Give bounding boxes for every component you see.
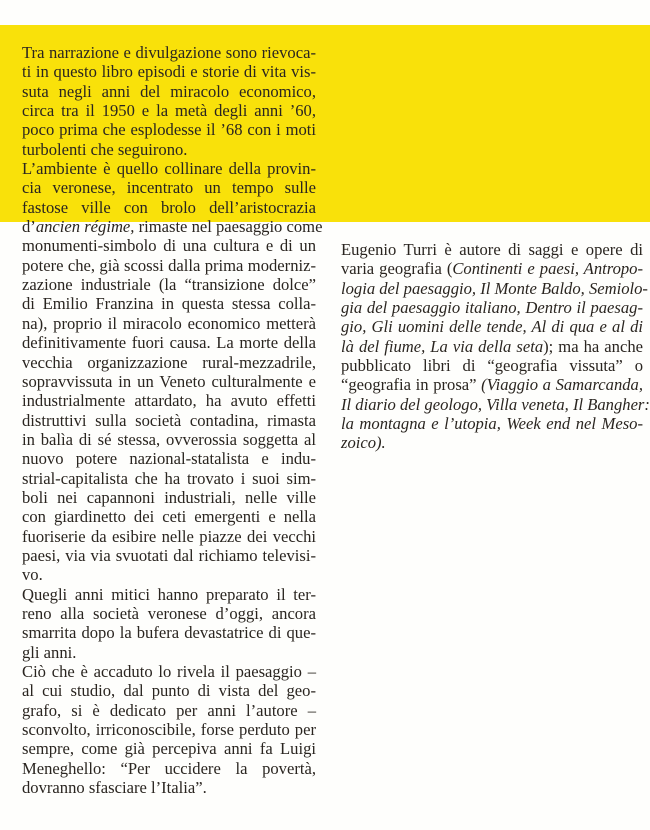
line-text: na), proprio il miracolo economico metterà (22, 313, 316, 333)
text-line (22, 140, 316, 159)
text-line (22, 585, 316, 604)
text-line (341, 278, 648, 298)
italic-title-text: gio, Gli uomini delle tende, Al di qua e al di (341, 317, 643, 337)
line-text: al cui studio, dal punto di vista del geo- (22, 681, 316, 701)
line-text: ); ma ha anche (543, 336, 643, 356)
line-text: d’ (22, 217, 36, 237)
text-line (22, 662, 316, 681)
line-text: pubblicato libri di “geografia vissuta” o (341, 356, 643, 376)
italic-title-text: la montagna e l’utopia, Week end nel Meso- (341, 414, 643, 434)
line-text: Tra narrazione e divulgazione sono rievoca- (22, 43, 316, 62)
text-line (22, 623, 316, 642)
text-line (22, 62, 316, 81)
text-line (341, 259, 643, 278)
text-line (22, 353, 316, 372)
line-text: sconvolto, irriconoscibile, forse perduto per (22, 720, 316, 740)
line-text: Meneghello: “Per uccidere la povertà, (22, 758, 316, 778)
synopsis-column (22, 43, 323, 798)
text-line (341, 356, 643, 375)
text-line (22, 198, 316, 217)
text-line (22, 565, 316, 584)
line-text: boli nei capannoni industriali, nelle ville (22, 487, 316, 507)
text-line (22, 411, 316, 430)
text-line (22, 527, 316, 546)
italic-title-text: logia del paesaggio, Il Monte Baldo, Semiolo- (341, 278, 648, 298)
line-text: sempre, come già percepiva anni fa Luigi (22, 739, 316, 759)
text-line (22, 314, 316, 333)
text-line (22, 159, 316, 178)
line-text: grafo, si è dedicato per anni l’autore – (22, 700, 316, 720)
text-line (22, 178, 316, 197)
line-text: potere che, già scossi dalla prima moderniz- (22, 255, 316, 275)
line-text: monumenti-simbolo di una cultura e di un (22, 236, 316, 256)
line-text: industrialmente attardato, ha avuto effetti (22, 391, 316, 411)
line-text: dovranno sfasciare l’Italia”. (22, 778, 207, 798)
text-line (22, 546, 316, 565)
line-text: reno alla società veronese d’oggi, ancora (22, 603, 316, 623)
text-line (341, 433, 643, 452)
line-text: fastose ville con brolo dell’aristocrazia (22, 197, 316, 217)
text-line (22, 43, 316, 62)
text-line (22, 643, 316, 662)
italic-title-text: Continenti e paesi, Antropo- (452, 259, 643, 279)
line-text: fuoriserie da esibire nelle piazze dei vecchi (22, 526, 316, 546)
text-line (22, 507, 316, 526)
text-line (22, 372, 316, 391)
line-text: sopravvissuta in un Veneto culturalmente e (22, 371, 316, 391)
text-line (22, 294, 316, 313)
text-line (22, 469, 316, 488)
line-text: “geografia in prosa” (341, 375, 482, 395)
line-text: distruttivi sulla società contadina, rimasta (22, 410, 316, 430)
line-text: poco prima che esplodesse il ’68 con i moti (22, 120, 316, 140)
text-line (22, 430, 316, 449)
text-line (22, 275, 316, 294)
text-line (22, 120, 316, 139)
text-line (22, 739, 316, 758)
italic-title-text: gia del paesaggio italiano, Dentro il paesag- (341, 298, 643, 318)
line-text: L’ambiente è quello collinare della provin- (22, 159, 316, 179)
text-line (22, 256, 316, 275)
text-line (22, 391, 316, 410)
italic-title-text: Il diario del geologo, Villa veneta, Il Bangher: (341, 394, 650, 414)
italic-title-text: là del fiume, La via della seta (341, 336, 544, 356)
line-text: turbolenti che seguirono. (22, 139, 188, 159)
line-text: circa tra il 1950 e la metà degli anni ’60, (22, 101, 316, 121)
line-text: strial-capitalista che ha trovato i suoi sim- (22, 468, 316, 488)
line-text: vecchia organizzazione rural-mezzadrile, (22, 352, 316, 372)
line-text: varia geografia ( (341, 259, 453, 279)
italic-title-text: ancien régime, (35, 217, 135, 237)
line-text: definitivamente fuori causa. La morte della (22, 333, 316, 353)
text-line (341, 375, 643, 394)
line-text: vo. (22, 565, 43, 585)
line-text: rimaste nel paesaggio come (134, 217, 323, 237)
italic-title-text: (Viaggio a Samarcanda, (481, 375, 643, 395)
line-text: in balìa di sé stessa, ovverossia soggetta al (22, 429, 316, 449)
text-line (341, 240, 643, 259)
text-line (22, 82, 316, 101)
text-line (22, 759, 316, 778)
text-line (341, 394, 650, 414)
text-line (341, 337, 643, 356)
line-text: cia veronese, incentrato un tempo sulle (22, 178, 316, 198)
line-text: ti in questo libro episodi e storie di vita vis- (22, 62, 316, 82)
italic-title-text: zoico). (341, 433, 386, 453)
text-line (341, 414, 643, 433)
author-bio-column (341, 240, 650, 453)
line-text: Eugenio Turri è autore di saggi e opere di (341, 240, 643, 259)
text-line (341, 317, 643, 336)
text-line (22, 778, 316, 797)
text-line (22, 681, 316, 700)
line-text: suta negli anni del miracolo economico, (22, 81, 316, 101)
line-text: gli anni. (22, 642, 77, 662)
text-line (22, 720, 316, 739)
line-text: con giardinetto dei ceti emergenti e nella (22, 507, 316, 527)
line-text: Ciò che è accaduto lo rivela il paesaggio – (22, 662, 316, 681)
text-line (22, 604, 316, 623)
text-line (22, 701, 316, 720)
line-text: nuovo potere nazional-statalista e indu- (22, 449, 316, 469)
text-line (22, 101, 316, 120)
line-text: Quegli anni mitici hanno preparato il ter- (22, 584, 316, 604)
text-line (341, 298, 643, 317)
text-line (22, 488, 316, 507)
text-line (22, 333, 316, 352)
line-text: di Emilio Franzina in questa stessa colla- (22, 294, 316, 314)
line-text: smarrita dopo la bufera devastatrice di que- (22, 623, 316, 643)
text-line (22, 217, 323, 237)
text-line (22, 449, 316, 468)
text-line (22, 236, 316, 255)
line-text: zazione industriale (la “transizione dolce” (22, 275, 316, 295)
line-text: paesi, via via svuotati dal richiamo televisi- (22, 545, 316, 565)
